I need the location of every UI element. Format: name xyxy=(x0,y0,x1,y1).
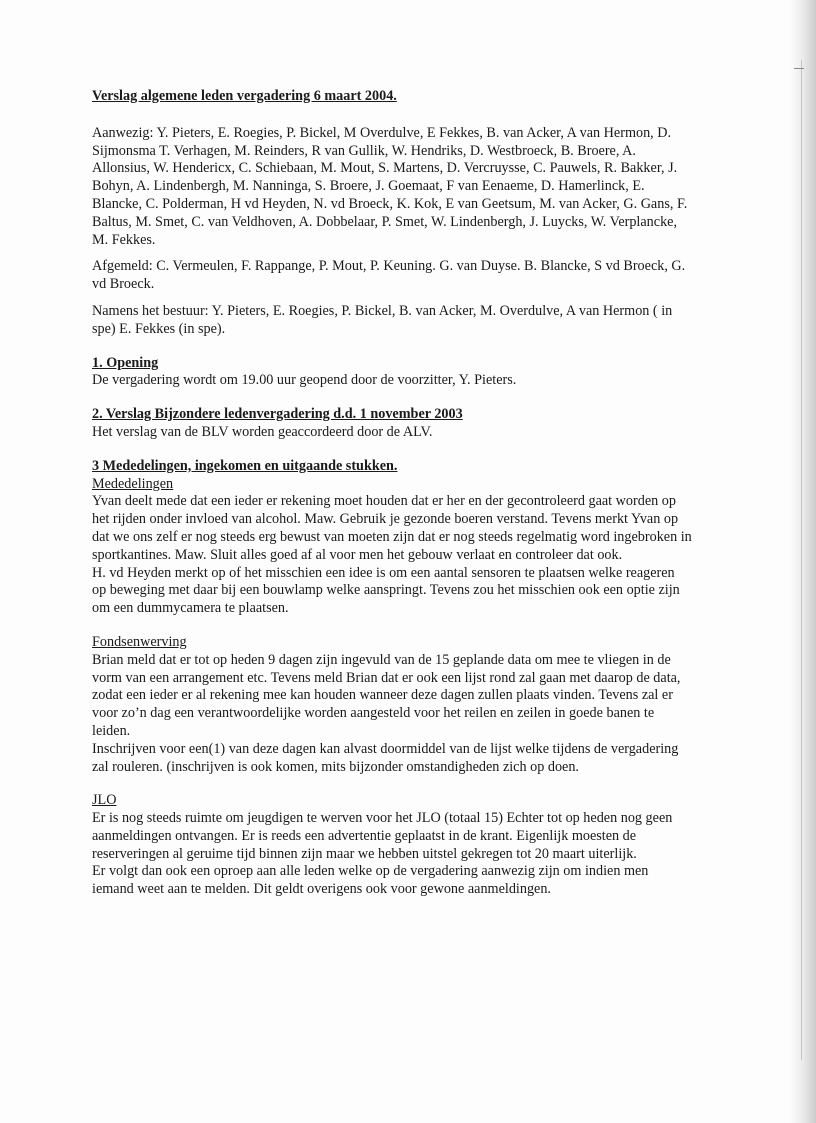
subsection-heading: Fondsenwerving xyxy=(92,633,187,650)
paragraph: Inschrijven voor een(1) van deze dagen kan alvast doormiddel van de lijst welke tijdens de vergadering zal rouleren. (inschrijven is ook komen, mits bijzonder omstandigheden zich op doen. xyxy=(92,740,679,775)
subsection-fondsenwerving xyxy=(92,634,692,776)
section-announcements xyxy=(92,458,692,899)
subsection-mededelingen xyxy=(92,476,692,618)
section-heading: 2. Verslag Bijzondere ledenvergadering d.d. 1 november 2003 xyxy=(92,406,463,423)
paragraph: Er is nog steeds ruimte om jeugdigen te werven voor het JLO (totaal 15) Echter tot op heden nog geen aanmeldingen ontvangen. Er is reeds een advertentie geplaatst in de krant. Eigenlijk moesten de reserveringen al geruime tijd binnen zijn maar we hebben uitstel gekregen tot 20 maart uiterlijk. xyxy=(92,810,673,862)
document-title: Verslag algemene leden vergadering 6 maart 2004. xyxy=(92,88,397,104)
section-heading: 3 Mededelingen, ingekomen en uitgaande stukken. xyxy=(92,457,398,474)
section-opening xyxy=(92,355,692,391)
board-members: Namens het bestuur: Y. Pieters, E. Roegies, P. Bickel, B. van Acker, M. Overdulve, A van Hermon ( in spe) E. Fekkes (in spe). xyxy=(92,302,673,337)
paragraph: Er volgt dan ook een oproep aan alle leden welke op de vergadering aanwezig zijn om indien men iemand weet aan te melden. Dit geldt overigens ook voor gewone aanmeldingen. xyxy=(92,863,649,898)
paragraph: Brian meld dat er tot op heden 9 dagen zijn ingevuld van de 15 geplande data om mee te vliegen in de vorm van een arrangement etc. Tevens meld Brian dat er ook een lijst rond zal gaan met daarop de data, zodat een ieder er al rekening mee kan houden wanneer deze dagen zullen plaats vinden. Tevens zal er voor zo’n dag een verantwoordelijke worden aangesteld voor het reilen en zeilen in goede banen te leiden. xyxy=(92,651,681,739)
attendees-absent: Afgemeld: C. Vermeulen, F. Rappange, P. Mout, P. Keuning. G. van Duyse. B. Blancke, S vd Broeck, G. vd Broeck. xyxy=(92,258,686,293)
section-minutes xyxy=(92,406,692,442)
scan-mark xyxy=(794,68,804,69)
paragraph: Yvan deelt mede dat een ieder er rekening moet houden dat er her en der gecontroleerd gaat worden op het rijden onder invloed van alcohol. Maw. Gebruik je gezonde boeren verstand. Tevens merkt Yvan op dat we ons zelf er nog steeds erg bewust van moeten zijn dat er nog steeds regelmatig word ingebroken in sportkantines. Maw. Sluit alles goed af al voor men het gebouw verlaat en controleer dat ook. xyxy=(92,493,692,563)
attendees-present: Aanwezig: Y. Pieters, E. Roegies, P. Bickel, M Overdulve, E Fekkes, B. van Acker, A van Hermon, D. Sijmonsma T. Verhagen, M. Reinders, R van Gullik, W. Hendriks, D. Westbroeck, B. Broere, A. Allonsius, W. Hendericx, C. Schiebaan, M. Mout, S. Martens, D. Vercruysse, C. Pauwels, R. Bakker, J. Bohyn, A. Lindenbergh, M. Nanninga, S. Broere, J. Goemaat, F van Eenaeme, D. Hamerlinck, E. Blancke, C. Polderman, H vd Heyden, N. vd Broeck, K. Kok, E van Geetsum, M. van Acker, G. Gans, F. Baltus, M. Smet, C. van Veldhoven, A. Dobbelaar, P. Smet, W. Lindenbergh, J. Luycks, W. Verplancke, M. Fekkes. xyxy=(92,124,688,248)
paper-edge-shadow xyxy=(790,0,816,1123)
paper-edge-line xyxy=(801,60,802,1060)
subsection-jlo xyxy=(92,792,692,899)
subsection-heading: JLO xyxy=(92,792,117,809)
section-text: De vergadering wordt om 19.00 uur geopend door de voorzitter, Y. Pieters. xyxy=(92,372,517,389)
subsection-heading: Mededelingen xyxy=(92,475,174,492)
document-body xyxy=(92,88,692,899)
section-text: Het verslag van de BLV worden geaccordeerd door de ALV. xyxy=(92,423,433,440)
section-heading: 1. Opening xyxy=(92,354,159,371)
paragraph: H. vd Heyden merkt op of het misschien een idee is om een aantal sensoren te plaatsen welke reageren op beweging met daar bij een bouwlamp welke aanspringt. Tevens zou het misschien ook een optie zijn om een dummycamera te plaatsen. xyxy=(92,564,680,617)
